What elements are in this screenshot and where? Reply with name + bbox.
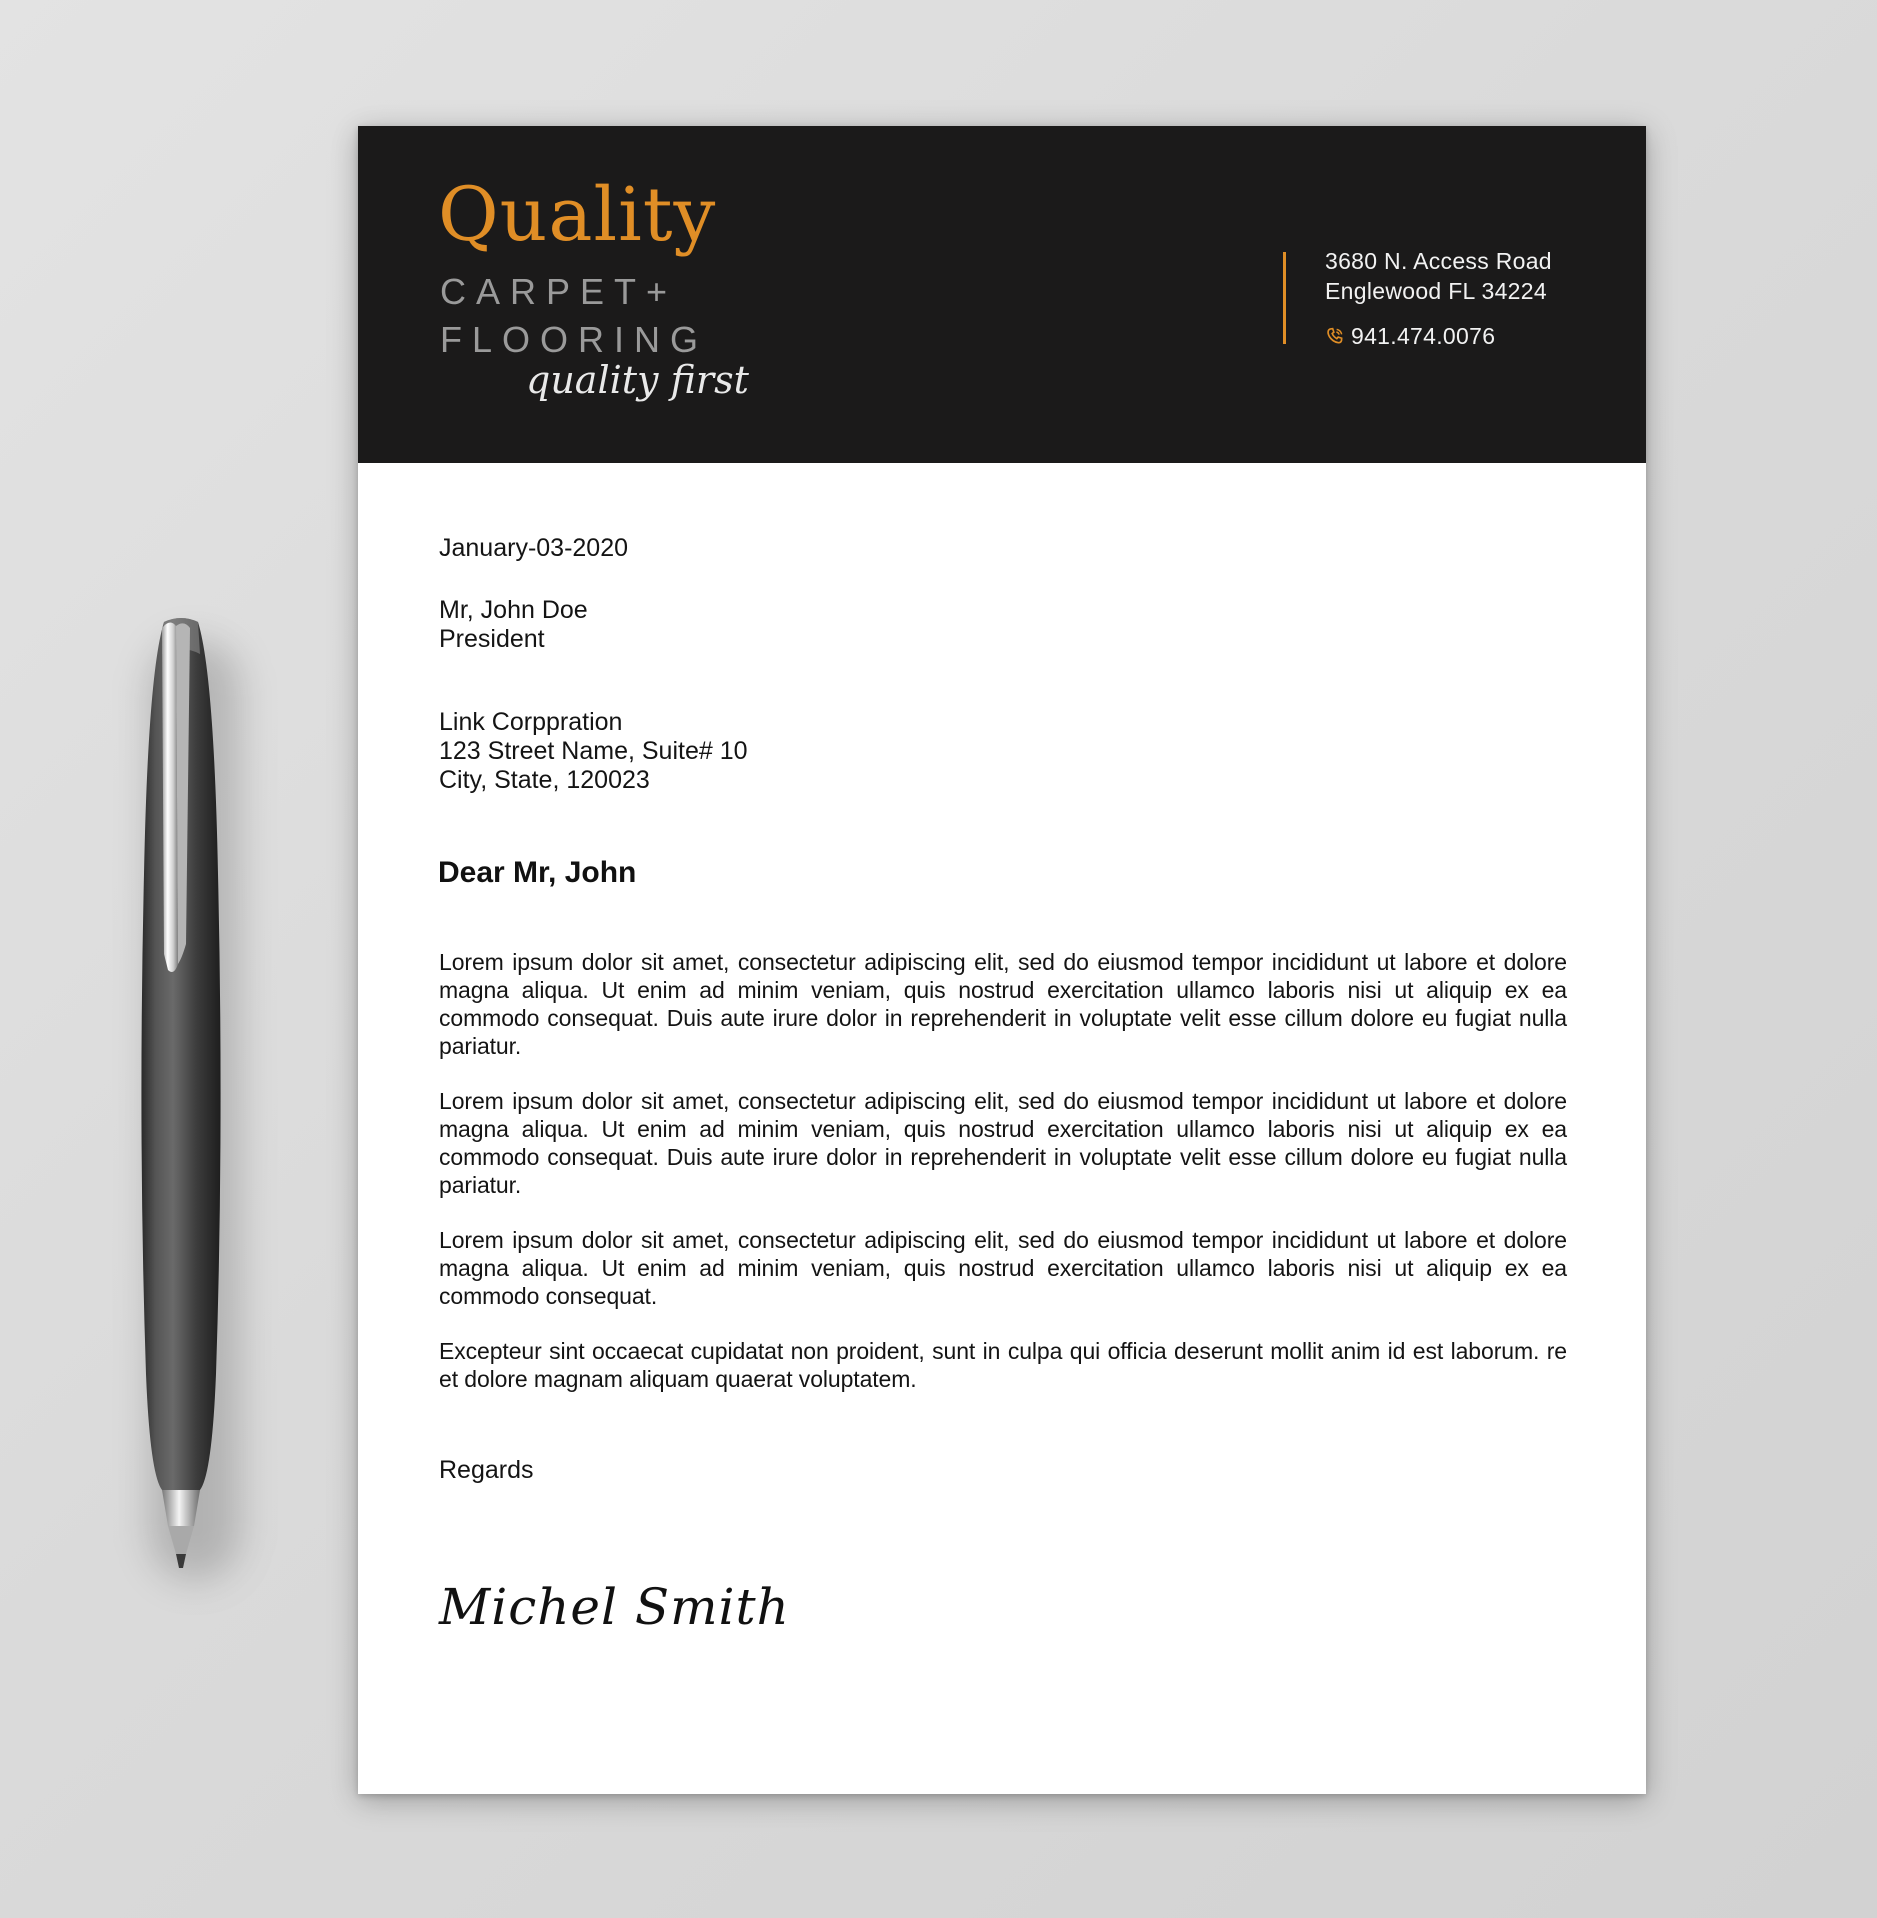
closing: Regards bbox=[439, 1456, 534, 1484]
letterhead-header bbox=[358, 126, 1646, 463]
logo-line-carpet: CARPET+ bbox=[440, 271, 678, 312]
logo-wordmark: Quality bbox=[438, 172, 717, 258]
paragraph: Lorem ipsum dolor sit amet, consectetur adipiscing elit, sed do eiusmod tempor incididunt ut labore et dolore magna aliqua. Ut enim ad minim veniam, quis nostrud exercitation ullamco laboris nisi ut aliquip ex ea commodo consequat. Duis aute irure dolor in reprehenderit in voluptate velit esse cillum dolore eu fugiat nulla pariatur. bbox=[439, 949, 1567, 1059]
salutation: Dear Mr, John bbox=[438, 856, 637, 889]
address-line-2: Englewood FL 34224 bbox=[1325, 278, 1547, 304]
letterhead-sheet bbox=[358, 126, 1646, 1794]
logo-line-flooring: FLOORING bbox=[440, 319, 709, 360]
paragraph: Lorem ipsum dolor sit amet, consectetur adipiscing elit, sed do eiusmod tempor incididunt ut labore et dolore magna aliqua. Ut enim ad minim veniam, quis nostrud exercitation ullamco laboris nisi ut aliquip ex ea commodo consequat. bbox=[439, 1227, 1567, 1309]
phone-number: 941.474.0076 bbox=[1351, 323, 1496, 349]
recipient-name: Mr, John Doe bbox=[439, 596, 588, 624]
recipient-title: President bbox=[439, 625, 545, 653]
company-address-1: 123 Street Name, Suite# 10 bbox=[439, 737, 748, 765]
signature: Michel Smith bbox=[439, 1578, 790, 1636]
letter-paragraphs bbox=[439, 948, 1567, 1420]
logo-tagline: quality first bbox=[526, 358, 749, 402]
contact-divider bbox=[1283, 252, 1286, 344]
company-block bbox=[439, 708, 748, 795]
phone-row bbox=[1325, 321, 1552, 351]
address-line-1: 3680 N. Access Road bbox=[1325, 248, 1552, 274]
contact-block bbox=[1325, 246, 1552, 351]
paragraph: Lorem ipsum dolor sit amet, consectetur adipiscing elit, sed do eiusmod tempor incididunt ut labore et dolore magna aliqua. Ut enim ad minim veniam, quis nostrud exercitation ullamco laboris nisi ut aliquip ex ea commodo consequat. Duis aute irure dolor in reprehenderit in voluptate velit esse cillum dolore eu fugiat nulla pariatur. bbox=[439, 1088, 1567, 1198]
phone-icon bbox=[1325, 326, 1345, 346]
company-address-2: City, State, 120023 bbox=[439, 766, 650, 794]
paragraph: Excepteur sint occaecat cupidatat non proident, sunt in culpa qui officia deserunt mollit anim id est laborum. re et dolore magnam aliquam quaerat voluptatem. bbox=[439, 1338, 1567, 1392]
company-name: Link Corppration bbox=[439, 708, 623, 736]
letter-date: January-03-2020 bbox=[439, 534, 629, 562]
recipient-block bbox=[439, 596, 588, 654]
pen-image bbox=[134, 614, 228, 1570]
